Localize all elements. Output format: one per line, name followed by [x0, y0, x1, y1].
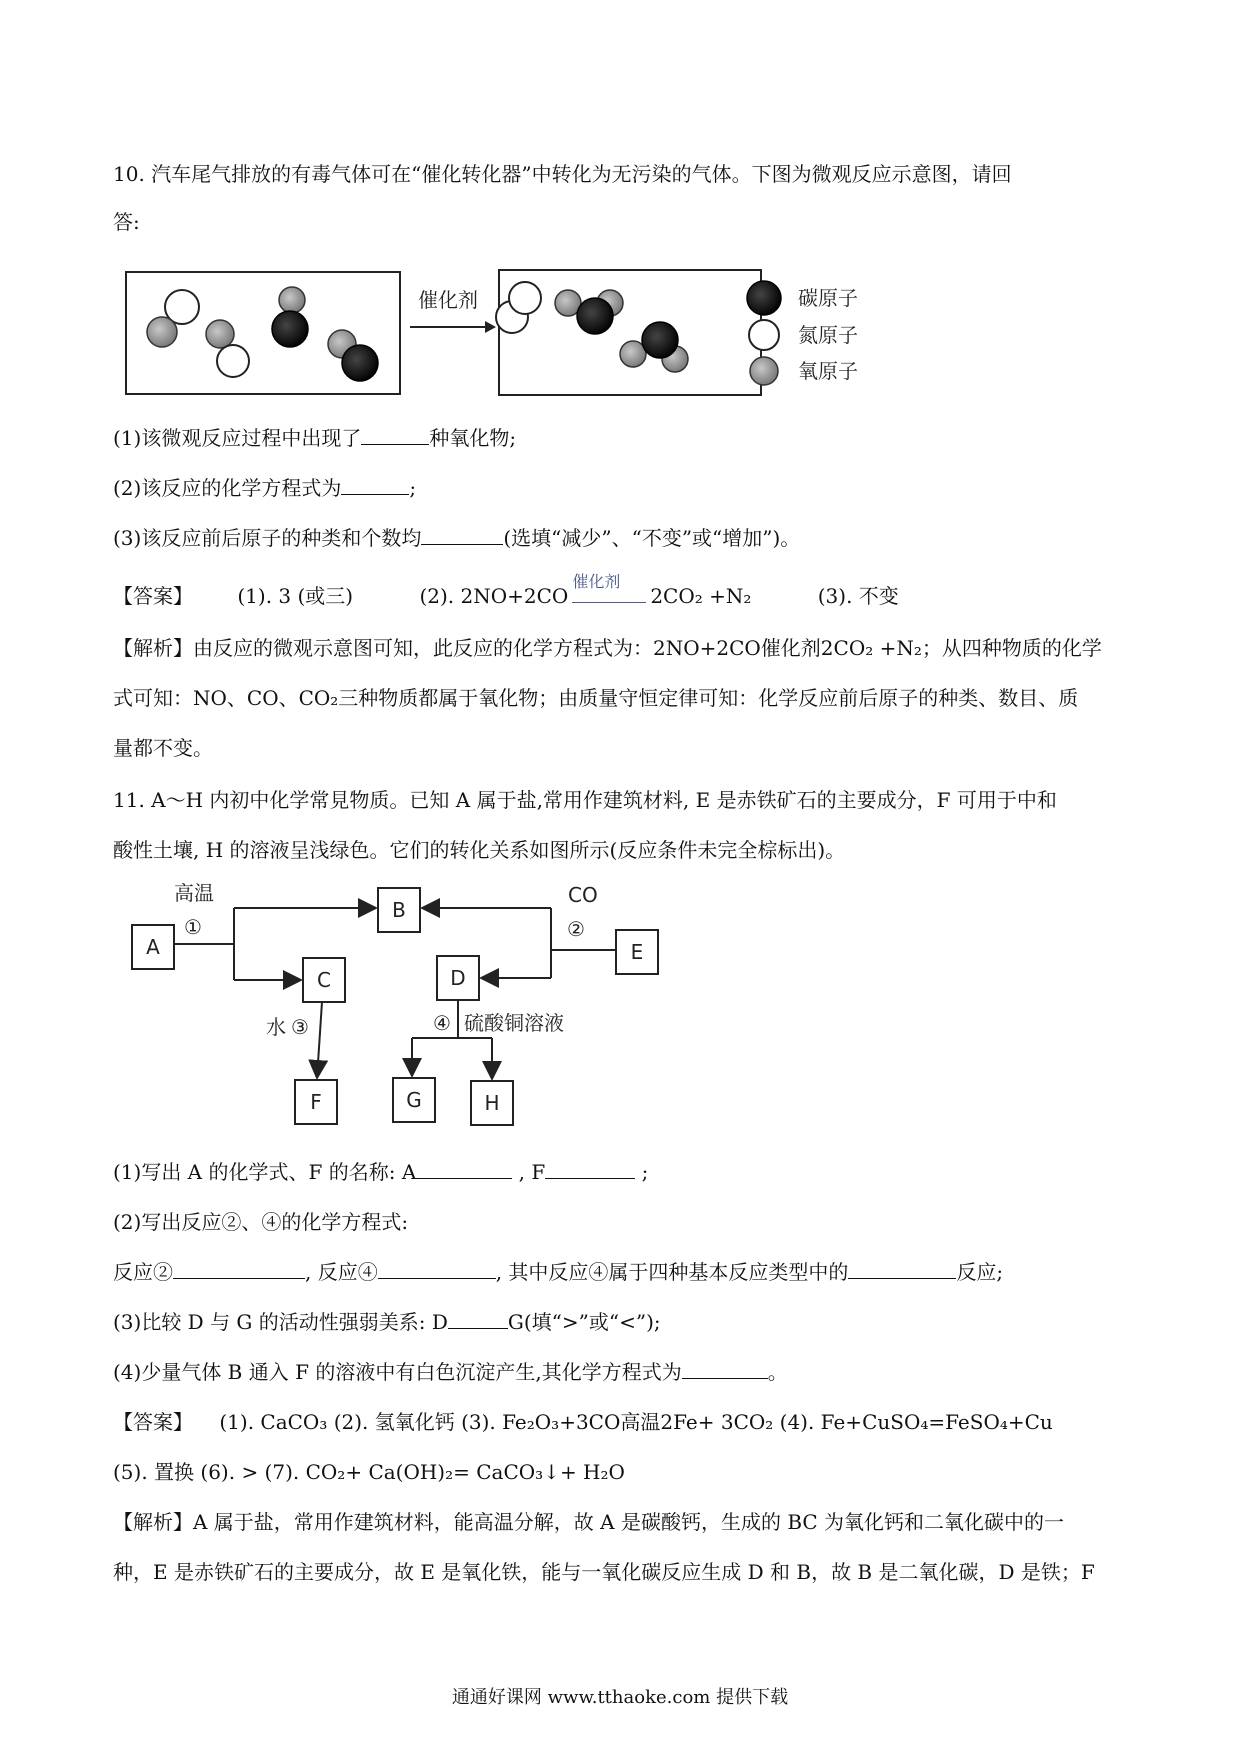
label-high-temp: 高温	[174, 881, 214, 905]
box-e-label: E	[630, 940, 644, 964]
legend-carbon-icon	[747, 281, 781, 315]
q10-answer-2a: (2). 2NO+2CO	[419, 584, 569, 608]
box-d-label: D	[450, 966, 466, 990]
q11-sub4-text: (4)少量气体 B 通入 F 的溶液中有白色沉淀产生,其化学方程式为	[113, 1360, 682, 1384]
arrow-c-f	[317, 1002, 322, 1078]
carbon-atom	[342, 345, 378, 381]
q11-sub4	[113, 1358, 788, 1386]
box-g-label: G	[406, 1088, 422, 1112]
q10-sub1	[113, 424, 516, 452]
label-co: CO	[568, 883, 598, 907]
q10-analysis-line1: 【解析】由反应的微观示意图可知，此反应的化学方程式为：2NO+2CO催化剂2CO₂ +N₂；从四种物质的化学	[113, 636, 1102, 660]
box-f-label: F	[310, 1090, 322, 1114]
q11-reaction2-label: 反应②	[113, 1260, 173, 1284]
q10-answer	[113, 572, 899, 610]
q11-transformation-diagram	[112, 878, 682, 1146]
q11-analysis-line1: 【解析】A 属于盐，常用作建筑材料，能高温分解，故 A 是碳酸钙，生成的 BC 为氧化钙和二氧化碳中的一	[113, 1510, 1065, 1534]
label-water: 水	[266, 1015, 286, 1039]
nitrogen-atom	[509, 282, 541, 314]
q10-sub3-text-end: (选填“减少”、“不变”或“增加”)。	[503, 526, 801, 550]
answer-label: 【答案】	[113, 584, 193, 608]
q10-stem-line1: 10. 汽车尾气排放的有毒气体可在“催化转化器”中转化为无污染的气体。下图为微观反应示意图，请回	[113, 162, 1012, 186]
legend-oxygen-icon	[750, 357, 778, 385]
oxygen-atom	[279, 287, 305, 313]
reaction-arrow-head	[485, 321, 496, 333]
catalyst-arrow	[572, 572, 646, 603]
q11-sub3	[113, 1308, 661, 1336]
q10-sub2	[113, 474, 416, 502]
answer-blank	[448, 1308, 508, 1329]
answer-blank	[378, 1258, 496, 1279]
label-step-1: ①	[184, 915, 202, 939]
q11-sub1	[113, 1158, 648, 1186]
q10-sub3-text: (3)该反应前后原子的种类和个数均	[113, 526, 422, 550]
q11-answer-line1	[113, 1408, 1053, 1436]
q10-sub3	[113, 524, 800, 552]
q11-sub2-end: 反应;	[956, 1260, 1004, 1284]
q11-stem-line2: 酸性土壤, H 的溶液呈浅绿色。它们的转化关系如图所示(反应条件未完全棕标出)。	[113, 838, 846, 862]
page-footer: 通通好课网 www.tthaoke.com 提供下载	[451, 1687, 789, 1708]
q11-answer-line2: (5). 置换 (6). > (7). CO₂+ Ca(OH)₂= CaCO₃↓+ H₂O	[113, 1460, 625, 1484]
oxygen-atom	[206, 320, 234, 348]
legend-nitrogen-label: 氮原子	[798, 323, 858, 347]
q10-analysis-line2: 式可知：NO、CO、CO₂三种物质都属于氧化物；由质量守恒定律可知：化学反应前后原子的种类、数目、质	[113, 686, 1079, 710]
answer-blank	[421, 524, 503, 545]
carbon-atom	[272, 311, 308, 347]
q10-analysis-line3: 量都不变。	[113, 736, 213, 760]
q11-reaction4-label: , 反应④	[305, 1260, 378, 1284]
q10-answer-3: (3). 不变	[817, 584, 899, 608]
legend-nitrogen-icon	[749, 320, 779, 350]
q11-sub1-text-mid: , F	[518, 1160, 546, 1184]
q10-stem-line2: 答:	[113, 210, 140, 234]
box-h-label: H	[484, 1091, 500, 1115]
q11-sub1-text: (1)写出 A 的化学式、F 的名称: A	[113, 1160, 417, 1184]
label-step-3: ③	[291, 1015, 309, 1039]
q10-answer-2b: 2CO₂ +N₂	[650, 584, 752, 608]
carbon-atom	[577, 298, 613, 334]
nitrogen-atom	[217, 345, 249, 377]
answer-blank	[848, 1258, 956, 1279]
carbon-atom	[642, 322, 678, 358]
answer-blank	[361, 424, 429, 445]
legend-oxygen-label: 氧原子	[798, 359, 858, 383]
legend-carbon-label: 碳原子	[798, 286, 858, 310]
box-b-label: B	[392, 898, 406, 922]
q10-sub1-text-end: 种氧化物;	[429, 426, 517, 450]
answer-blank	[416, 1158, 512, 1179]
oxygen-atom	[147, 317, 177, 347]
q11-sub3-text: (3)比较 D 与 G 的活动性强弱美系: D	[113, 1310, 448, 1334]
q11-sub2-reactions	[113, 1258, 1003, 1286]
catalyst-label: 催化剂	[418, 288, 478, 312]
q11-sub2-mid: , 其中反应④属于四种基本反应类型中的	[495, 1260, 849, 1284]
answer-blank	[341, 474, 409, 495]
answer-blank	[173, 1258, 305, 1279]
q11-stem-line1: 11. A～H 内初中化学常見物质。已知 A 属于盐,常用作建筑材料, E 是赤铁矿石的主要成分，F 可用于中和	[113, 788, 1057, 812]
q11-analysis-line2: 种，E 是赤铁矿石的主要成分，故 E 是氧化铁，能与一氧化碳反应生成 D 和 B，故 B 是二氧化碳，D 是铁；F	[113, 1560, 1095, 1584]
q10-sub2-text: (2)该反应的化学方程式为	[113, 476, 342, 500]
answer-label: 【答案】	[113, 1410, 193, 1434]
box-a-label: A	[146, 935, 160, 959]
catalyst-label: 催化剂	[572, 572, 621, 591]
q11-sub3-text-end: G(填“>”或“<”);	[507, 1310, 661, 1334]
label-step-2: ②	[567, 917, 585, 941]
box-c-label: C	[317, 968, 331, 992]
q10-micro-reaction-diagram	[120, 265, 950, 405]
answer-blank	[545, 1158, 635, 1179]
label-cuso4-solution: 硫酸铜溶液	[464, 1011, 564, 1035]
q11-answer-values: (1). CaCO₃ (2). 氢氧化钙 (3). Fe₂O₃+3CO高温2Fe+ 3CO₂ (4). Fe+CuSO₄=FeSO₄+Cu	[219, 1410, 1053, 1434]
q10-sub1-text: (1)该微观反应过程中出现了	[113, 426, 362, 450]
label-step-4: ④	[433, 1011, 451, 1035]
q10-sub2-text-end: ;	[409, 476, 417, 500]
q11-sub4-text-end: 。	[767, 1360, 788, 1384]
q10-answer-1: (1). 3 (或三)	[237, 584, 354, 608]
answer-blank	[682, 1358, 768, 1379]
q11-sub2: (2)写出反应②、④的化学方程式:	[113, 1210, 409, 1234]
q11-sub1-text-end: ;	[641, 1160, 649, 1184]
